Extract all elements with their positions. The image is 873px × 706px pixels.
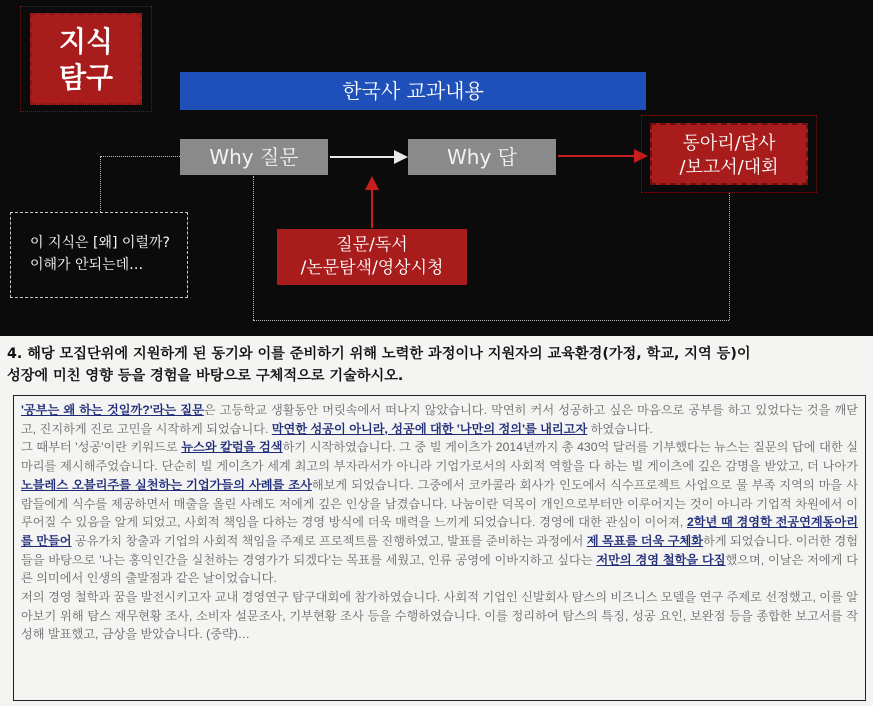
result-line-2: /보고서/대회 <box>679 157 779 178</box>
curiosity-box <box>10 212 188 298</box>
highlight-phrase: '공부는 왜 하는 것일까?'라는 질문 <box>21 403 204 417</box>
answer-paragraph-2 <box>21 438 858 588</box>
answer-text: 은 고등학교 생활동안 머릿속에서 떠나지 않았습니다. 막연히 커서 성공하고 싶은 마음으로 공부를 하고 있었다는 것을 깨닫고, 진지하게 진로 고민을 시작하게 되었습니다. <box>21 403 858 436</box>
highlight-phrase: 노블레스 오블리주를 실천하는 기업가들의 사례를 조사 <box>21 477 312 492</box>
highlight-phrase: 2학년 때 경영학 전공연계동아리를 만들어 <box>21 515 858 548</box>
highlight-phrase: 제 목표를 더욱 구체화 <box>586 533 704 548</box>
connector-line <box>100 156 101 212</box>
source-box <box>277 229 467 285</box>
highlight-phrase: 막연한 성공이 아니라, 성공에 대한 '나만의 정의'를 내리고자 <box>271 421 588 436</box>
answer-text: 그 때부터 '성공'이란 키워드로 <box>21 440 182 455</box>
highlight-phrase: 뉴스와 칼럼을 검색 <box>181 440 283 455</box>
arrow-source-to-answer <box>371 186 373 228</box>
essay-question-line-1: 4. 해당 모집단위에 지원하게 된 동기와 이를 준비하기 위해 노력한 과정이나 지원자의 교육환경(가정, 학교, 지역 등)이 <box>7 346 751 362</box>
connector-line <box>729 193 730 320</box>
diagram-slide <box>0 0 873 336</box>
title-line-1: 지식 <box>58 25 114 58</box>
why-answer-box: Why 답 <box>408 139 556 175</box>
curriculum-bar: 한국사 교과내용 <box>180 72 646 110</box>
arrowhead-right-icon <box>394 150 408 164</box>
connector-line <box>100 156 180 157</box>
result-box <box>650 123 808 185</box>
answer-text: 하게 되었습니다. 이러한 경험들을 바탕으로 '나는 홍익인간을 실천하는 경영가가 되겠다'는 목표를 세웠고, 인류 공영에 이바지하고 싶다는 <box>21 533 858 567</box>
answer-box <box>13 395 866 701</box>
answer-text: 하였습니다. <box>587 421 653 436</box>
why-question-box: Why 질문 <box>180 139 328 175</box>
arrowhead-up-icon <box>365 176 379 190</box>
title-box <box>30 13 142 105</box>
answer-text: 했으며, 이날은 저에게 다른 의미에서 인생의 출발점과 같은 날이었습니다. <box>21 552 859 586</box>
essay-document <box>0 336 873 706</box>
answer-text: 공유가치 창출과 기업의 사회적 책임을 주제로 프로젝트를 진행하였고, 발표를 준비하는 과정에서 <box>71 533 587 548</box>
connector-line <box>253 176 254 320</box>
answer-paragraph-1 <box>21 401 858 438</box>
arrow-question-to-answer <box>330 156 398 158</box>
source-line-1: 질문/독서 <box>336 235 408 255</box>
answer-text: 하기 시작하였습니다. 그 중 빌 게이츠가 2014년까지 총 430억 달러를 기부했다는 뉴스는 질문의 답에 대한 실마리를 제시해주었습니다. 단순히 빌 게이츠가 세계 최고의 부자라서가 아니라 기업가로서의 사회적 역할을 다 하는 빌 게이츠에 깊은 감명을 받았고, 더 나아가 <box>21 440 858 474</box>
title-line-2: 탐구 <box>58 61 114 94</box>
highlight-phrase: 저만의 경영 철학을 다짐 <box>596 552 726 567</box>
arrow-answer-to-result <box>558 155 638 157</box>
answer-paragraph-3: 저의 경영 철학과 꿈을 발전시키고자 교내 경영연구 탐구대회에 참가하였습니다. 사회적 기업인 신발회사 탐스의 비즈니스 모델을 연구 주제로 선정했고, 이를 알아보기 위해 탐스 재무현황 조사, 소비자 설문조사, 기부현황 조사 등을 수행하였습니다. 이를 정리하여 탐스의 특징, 성공 요인, 보완점 등을 종합한 보고서를 작성해 발표했고, 금상을 받았습니다. (중략)… <box>21 590 858 642</box>
essay-question-line-2: 성장에 미친 영향 등을 경험을 바탕으로 구체적으로 기술하시오. <box>7 368 404 384</box>
curiosity-line-1: 이 지식은 [왜] 이럴까? <box>30 235 170 251</box>
result-line-1: 동아리/답사 <box>682 133 776 154</box>
curiosity-line-2: 이해가 안되는데… <box>30 257 144 273</box>
essay-question <box>7 343 867 387</box>
answer-text: 해보게 되었습니다. 그중에서 코카콜라 회사가 인도에서 식수프로젝트 사업으로 물 부족 지역의 마을 사람들에게 식수를 제공하면서 매출을 올린 사례도 저에게 깊은 인상을 남겼습니다. 나눔이란 덕목이 개인으로부터만 이루어지는 것이 아니라 기업적 차원에서 이루어질 수 있음을 알게 되었고, 사회적 책임을 다하는 경영 방식에 더욱 매력을 느끼게 되었습니다. 경영에 대한 관심이 이어져, <box>21 477 858 530</box>
source-line-2: /논문탐색/영상시청 <box>300 258 444 278</box>
connector-line <box>253 320 729 321</box>
